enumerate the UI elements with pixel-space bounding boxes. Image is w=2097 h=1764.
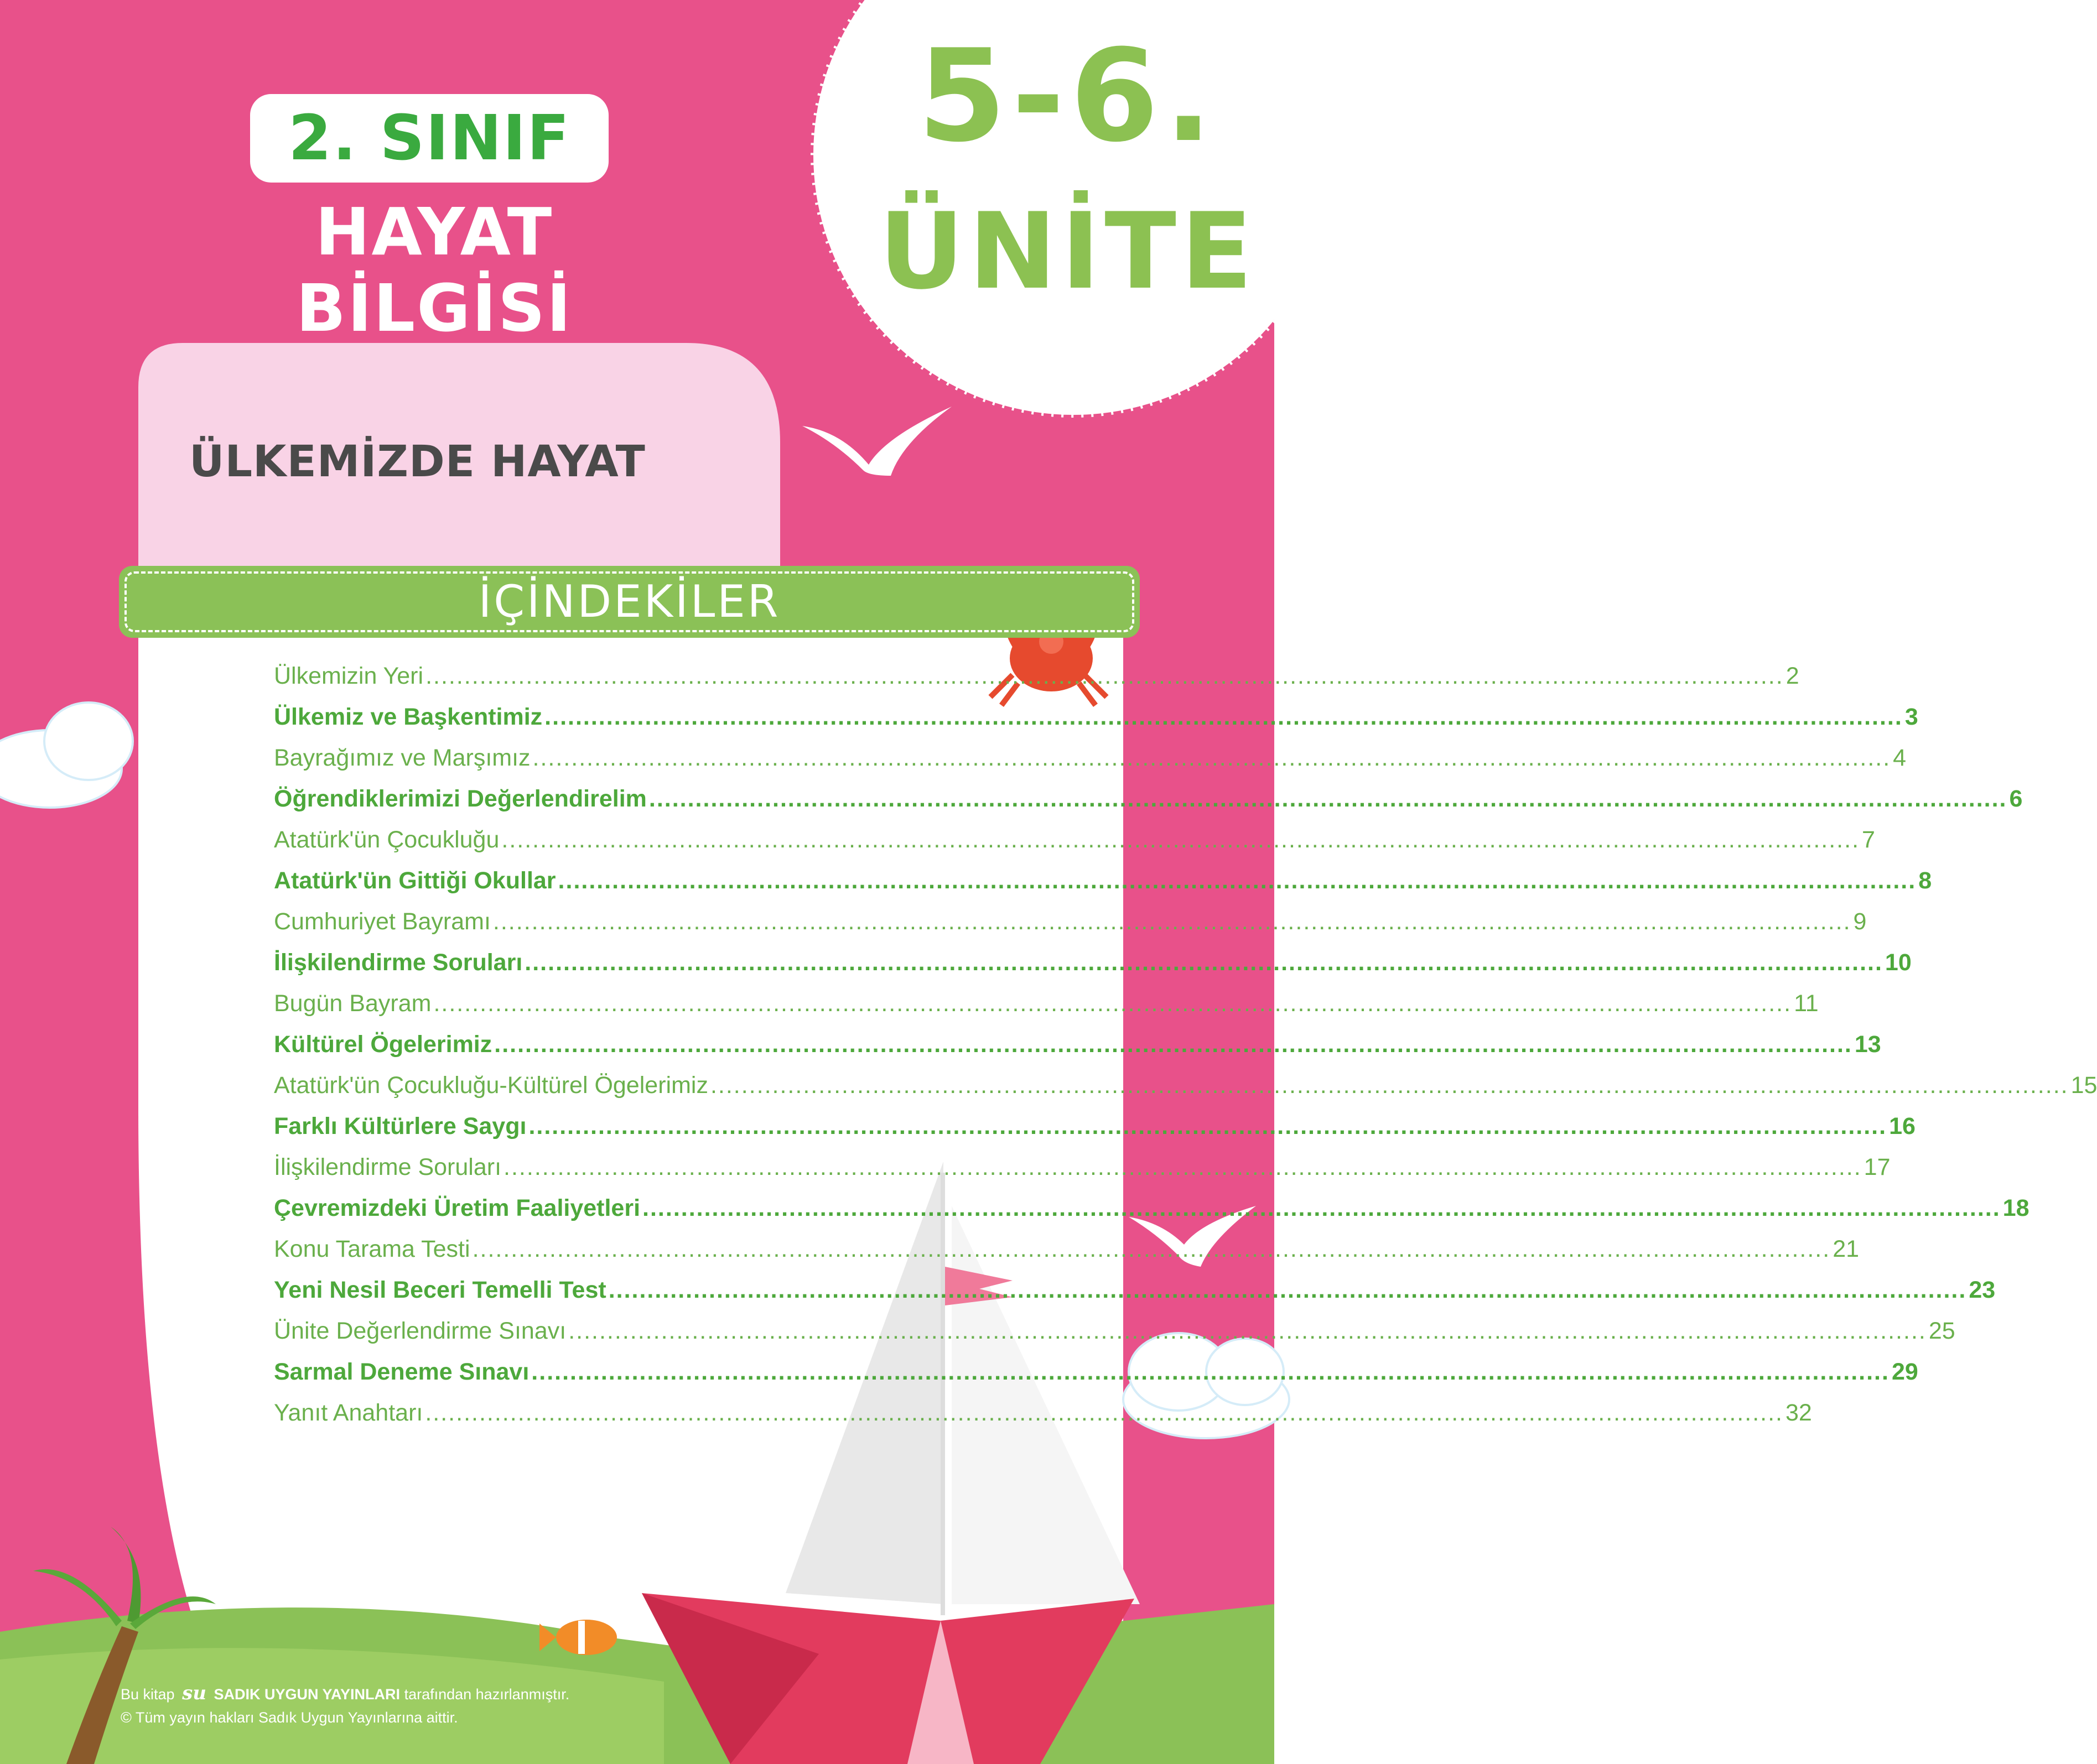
toc-page-number: 29 (1891, 1359, 1918, 1385)
toc-row[interactable]: Yeni Nesil Beceri Temelli Test ................................................................................................................................................................................ 23 (274, 1277, 1996, 1303)
toc-dots: ................................................................................................................................................................................ (472, 1236, 1831, 1262)
toc-page-number: 3 (1904, 704, 1918, 730)
toc-page-number: 21 (1833, 1236, 1860, 1262)
toc-page-number: 23 (1969, 1277, 1996, 1303)
toc-page-number: 4 (1893, 745, 1907, 771)
toc-dots: ................................................................................................................................................................................ (544, 704, 1903, 730)
toc-row[interactable]: Bayrağımız ve Marşımız ................................................................................................................................................................................ 4 (274, 745, 1907, 771)
subject-title: HAYAT BİLGİSİ (296, 194, 573, 346)
seagull-top (802, 407, 952, 476)
table-of-contents (274, 663, 2097, 1440)
toc-page-number: 17 (1864, 1154, 1891, 1180)
toc-row[interactable]: Ünite Değerlendirme Sınavı ................................................................................................................................................................................ 25 (274, 1318, 1955, 1344)
toc-page-number: 7 (1862, 826, 1875, 853)
toc-dots: ................................................................................................................................................................................ (608, 1277, 1967, 1303)
toc-dots: ................................................................................................................................................................................ (425, 1399, 1783, 1426)
toc-page-number: 15 (2070, 1072, 2097, 1099)
toc-row[interactable]: İlişkilendirme Soruları ................................................................................................................................................................................ 10 (274, 949, 1912, 976)
toc-page-number: 6 (2009, 785, 2023, 812)
publisher-footer (121, 1682, 569, 1729)
toc-page-number: 8 (1918, 867, 1932, 894)
toc-row[interactable]: Atatürk'ün Çocukluğu-Kültürel Ögelerimiz ................................................................................................................................................................................ 15 (274, 1072, 2097, 1099)
toc-page-number: 13 (1854, 1031, 1881, 1058)
toc-dots: ................................................................................................................................................................................ (433, 990, 1792, 1017)
toc-row[interactable]: Atatürk'ün Gittiği Okullar ................................................................................................................................................................................ 8 (274, 867, 1932, 894)
cloud-left (0, 703, 133, 808)
toc-dots: ................................................................................................................................................................................ (558, 867, 1917, 894)
footer-line-1: Bu kitap su SADIK UYGUN YAYINLARI tarafından hazırlanmıştır. (121, 1682, 570, 1704)
toc-page-number: 16 (1889, 1113, 1916, 1139)
toc-row[interactable]: Ülkemiz ve Başkentimiz ................................................................................................................................................................................ 3 (274, 704, 1918, 730)
toc-dots: ................................................................................................................................................................................ (504, 1154, 1862, 1180)
toc-dots: ................................................................................................................................................................................ (494, 1031, 1852, 1058)
toc-dots: ................................................................................................................................................................................ (648, 785, 2007, 812)
toc-row[interactable]: Bugün Bayram ................................................................................................................................................................................ 11 (274, 990, 1819, 1017)
toc-row[interactable]: Konu Tarama Testi ................................................................................................................................................................................ 21 (274, 1236, 1860, 1262)
toc-dots: ................................................................................................................................................................................ (710, 1072, 2069, 1099)
toc-dots: ................................................................................................................................................................................ (531, 1359, 1890, 1385)
publisher-logo: su (182, 1682, 206, 1704)
theme-title: ÜLKEMİZDE HAYAT (189, 437, 646, 487)
toc-dots: ................................................................................................................................................................................ (642, 1195, 2001, 1221)
unit-label: ÜNİTE (879, 190, 1257, 313)
toc-row[interactable]: Sarmal Deneme Sınavı ................................................................................................................................................................................ 29 (274, 1359, 1918, 1385)
toc-dots: ................................................................................................................................................................................ (532, 745, 1891, 771)
publisher-name: SADIK UYGUN YAYINLARI (214, 1686, 401, 1703)
toc-page-number: 10 (1885, 949, 1912, 976)
toc-page-number: 32 (1785, 1399, 1812, 1426)
toc-dots: ................................................................................................................................................................................ (525, 949, 1883, 976)
toc-page-number: 2 (1785, 663, 1799, 689)
unit-number: 5-6. (917, 23, 1218, 170)
toc-row[interactable]: Çevremizdeki Üretim Faaliyetleri ................................................................................................................................................................................ 18 (274, 1195, 2029, 1221)
toc-dots: ................................................................................................................................................................................ (568, 1318, 1927, 1344)
grade-badge (250, 94, 609, 183)
grade-label: 2. SINIF (288, 102, 570, 174)
contents-title: İÇİNDEKİLER (478, 576, 781, 627)
toc-row[interactable]: İlişkilendirme Soruları ................................................................................................................................................................................ 17 (274, 1154, 1891, 1180)
toc-page-number: 18 (2002, 1195, 2029, 1221)
toc-row[interactable]: Atatürk'ün Çocukluğu ................................................................................................................................................................................ 7 (274, 826, 1875, 853)
toc-dots: ................................................................................................................................................................................ (492, 908, 1851, 935)
contents-header (119, 566, 1140, 638)
toc-row[interactable]: Yanıt Anahtarı ................................................................................................................................................................................ 32 (274, 1399, 1812, 1426)
toc-page-number: 25 (1928, 1318, 1955, 1344)
toc-row[interactable]: Cumhuriyet Bayramı ................................................................................................................................................................................ 9 (274, 908, 1867, 935)
toc-page-number: 9 (1853, 908, 1867, 935)
footer-line-2: © Tüm yayın hakları Sadık Uygun Yayınlarına aittir. (121, 1709, 458, 1726)
toc-row[interactable]: Kültürel Ögelerimiz ................................................................................................................................................................................ 13 (274, 1031, 1881, 1058)
toc-dots: ................................................................................................................................................................................ (501, 826, 1860, 853)
toc-page-number: 11 (1794, 990, 1819, 1017)
toc-row[interactable]: Farklı Kültürlere Saygı ................................................................................................................................................................................ 16 (274, 1113, 1916, 1139)
toc-row[interactable]: Öğrendiklerimizi Değerlendirelim ................................................................................................................................................................................ 6 (274, 785, 2023, 812)
toc-row[interactable]: Ülkemizin Yeri ................................................................................................................................................................................ 2 (274, 663, 1799, 689)
toc-dots: ................................................................................................................................................................................ (528, 1113, 1887, 1139)
toc-dots: ................................................................................................................................................................................ (425, 663, 1784, 689)
